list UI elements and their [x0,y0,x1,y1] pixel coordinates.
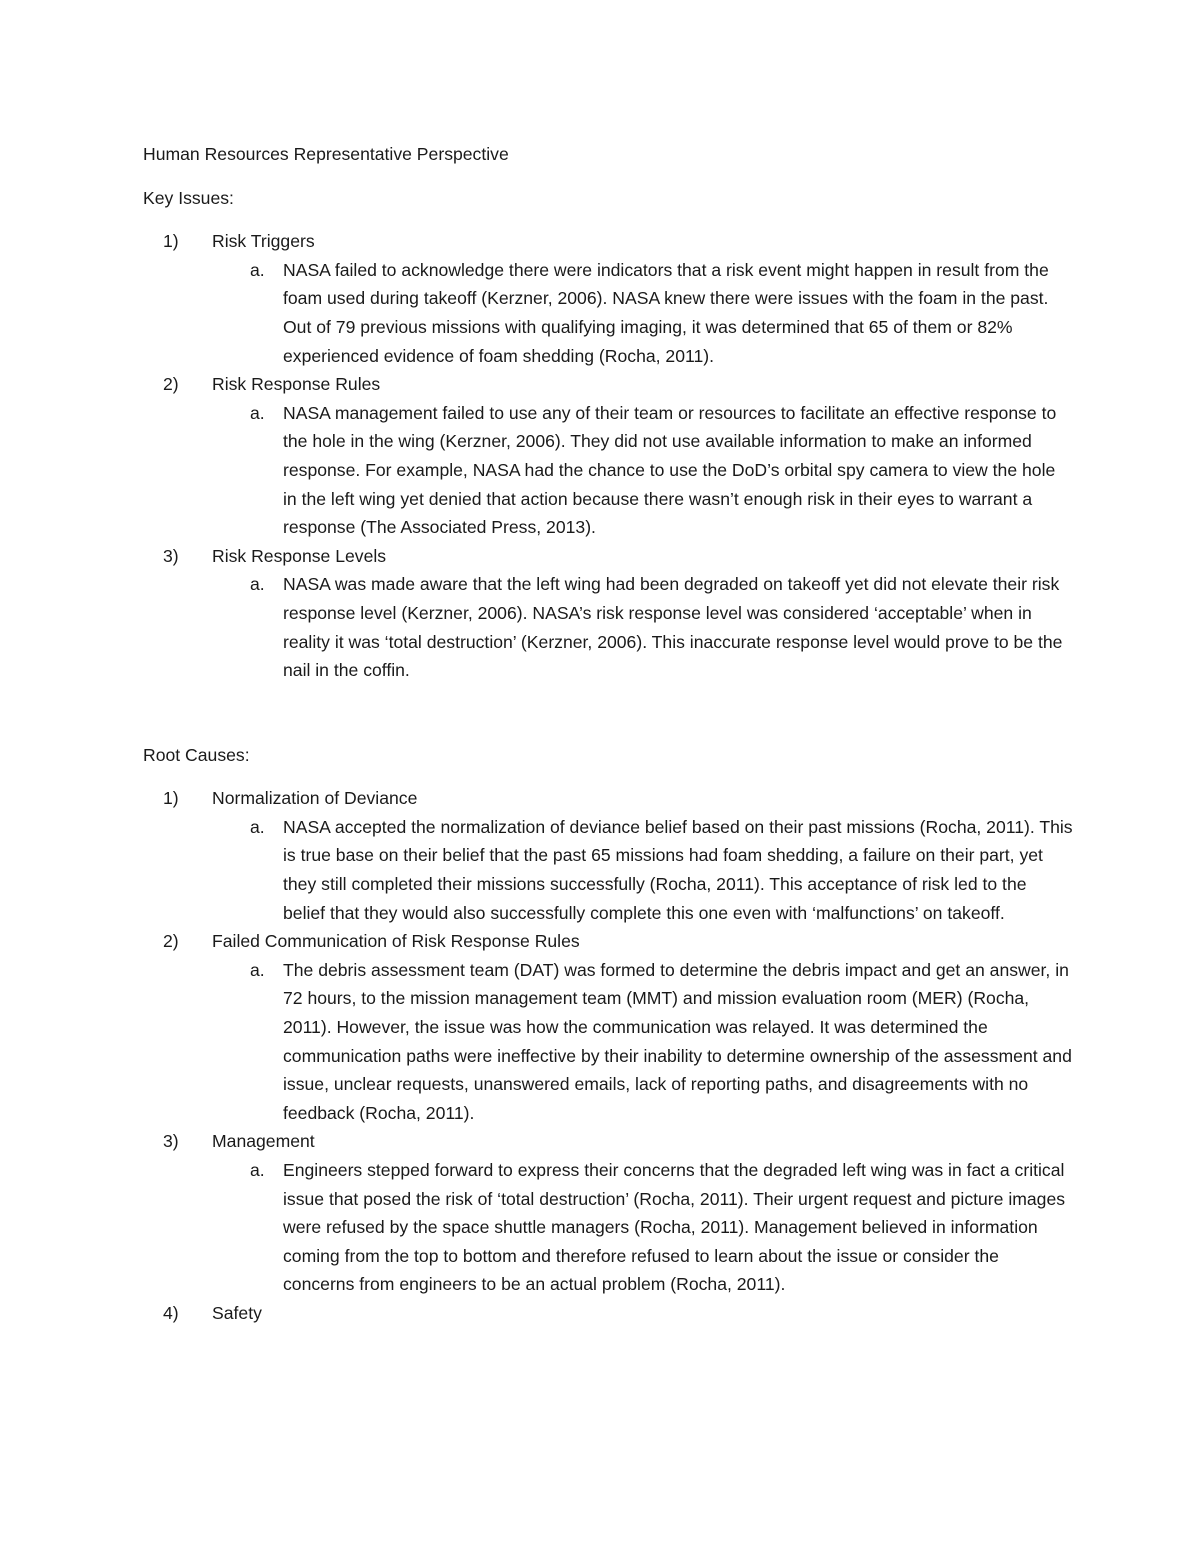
list-item-label: Normalization of Deviance [212,788,418,809]
list-item-label: Risk Response Rules [212,374,381,395]
list-item-label: Risk Triggers [212,231,315,252]
root-cause-item [143,784,1073,927]
list-item-label: Management [212,1131,315,1152]
list-number: 3) [163,1131,179,1152]
sub-list-text: NASA management failed to use any of their team or resources to facilitate an effective response to the hole in the wing (Kerzner, 2006). They did not use available information to make an informed response. For example, NASA had the chance to use the DoD’s orbital spy camera to view the hole in the left wing yet denied that action because there wasn’t enough risk in their eyes to warrant a response (The Associated Press, 2013). [283,402,1057,538]
sub-list-letter: a. [250,402,265,423]
key-issue-item [143,370,1073,542]
list-number: 1) [163,231,179,252]
sub-list-letter: a. [250,1160,265,1180]
document-title: Human Resources Representative Perspective [143,144,509,164]
root-cause-item [143,1299,1073,1328]
sub-list-letter: a. [250,574,265,595]
sub-list-text: The debris assessment team (DAT) was formed to determine the debris impact and get an answer, in 72 hours, to the mission management team (MMT) and mission evaluation room (MER) (Rocha, 2011). However, the issue was how the communication was relayed. It was determined the communication paths were ineffective by their inability to determine ownership of the assessment and issue, unclear requests, unanswered emails, lack of reporting paths, and disagreements with no feedback (Rocha, 2011). [283,959,1072,1123]
document-body [143,140,1073,1328]
root-cause-item [143,927,1073,1127]
list-number: 2) [163,931,179,952]
sub-list-text: NASA was made aware that the left wing had been degraded on takeoff yet did not elevate their risk response level (Kerzner, 2006). NASA’s risk response level was considered ‘acceptable’ when in reality it was ‘total destruction’ (Kerzner, 2006). This inaccurate response level would prove to be the nail in the coffin. [283,574,1063,681]
sub-list-text: NASA failed to acknowledge there were indicators that a risk event might happen in result from the foam used during takeoff (Kerzner, 2006). NASA knew there were issues with the foam in the past. Out of 79 previous missions with qualifying imaging, it was determined that 65 of them or 82% experienced evidence of foam shedding (Rocha, 2011). [283,259,1049,366]
list-number: 2) [163,374,179,395]
list-number: 4) [163,1302,179,1323]
sub-list-text: Engineers stepped forward to express their concerns that the degraded left wing was in fact a critical issue that posed the risk of ‘total destruction’ (Rocha, 2011). Their urgent request and picture images were refused by the space shuttle managers (Rocha, 2011). Management believed in information coming from the top to bottom and therefore refused to learn about the issue or consider the concerns from engineers to be an actual problem (Rocha, 2011). [283,1160,1066,1295]
root-cause-item [143,1127,1073,1299]
key-issues-heading: Key Issues: [143,187,234,208]
list-item-label: Failed Communication of Risk Response Rules [212,931,580,952]
list-item-label: Safety [212,1302,262,1323]
sub-list-letter: a. [250,959,265,980]
root-causes-heading: Root Causes: [143,744,250,765]
list-item-label: Risk Response Levels [212,545,387,566]
sub-list-text: NASA accepted the normalization of deviance belief based on their past missions (Rocha, 2011). This is true base on their belief that the past 65 missions had foam shedding, a failure on their part, yet they still completed their missions successfully (Rocha, 2011). This acceptance of risk led to the belief that they would also successfully complete this one even with ‘malfunctions’ on takeoff. [283,816,1073,923]
list-number: 3) [163,545,179,566]
key-issue-item [143,227,1073,370]
sub-list-letter: a. [250,259,265,280]
list-number: 1) [163,788,179,809]
key-issue-item [143,542,1073,685]
sub-list-letter: a. [250,816,265,837]
